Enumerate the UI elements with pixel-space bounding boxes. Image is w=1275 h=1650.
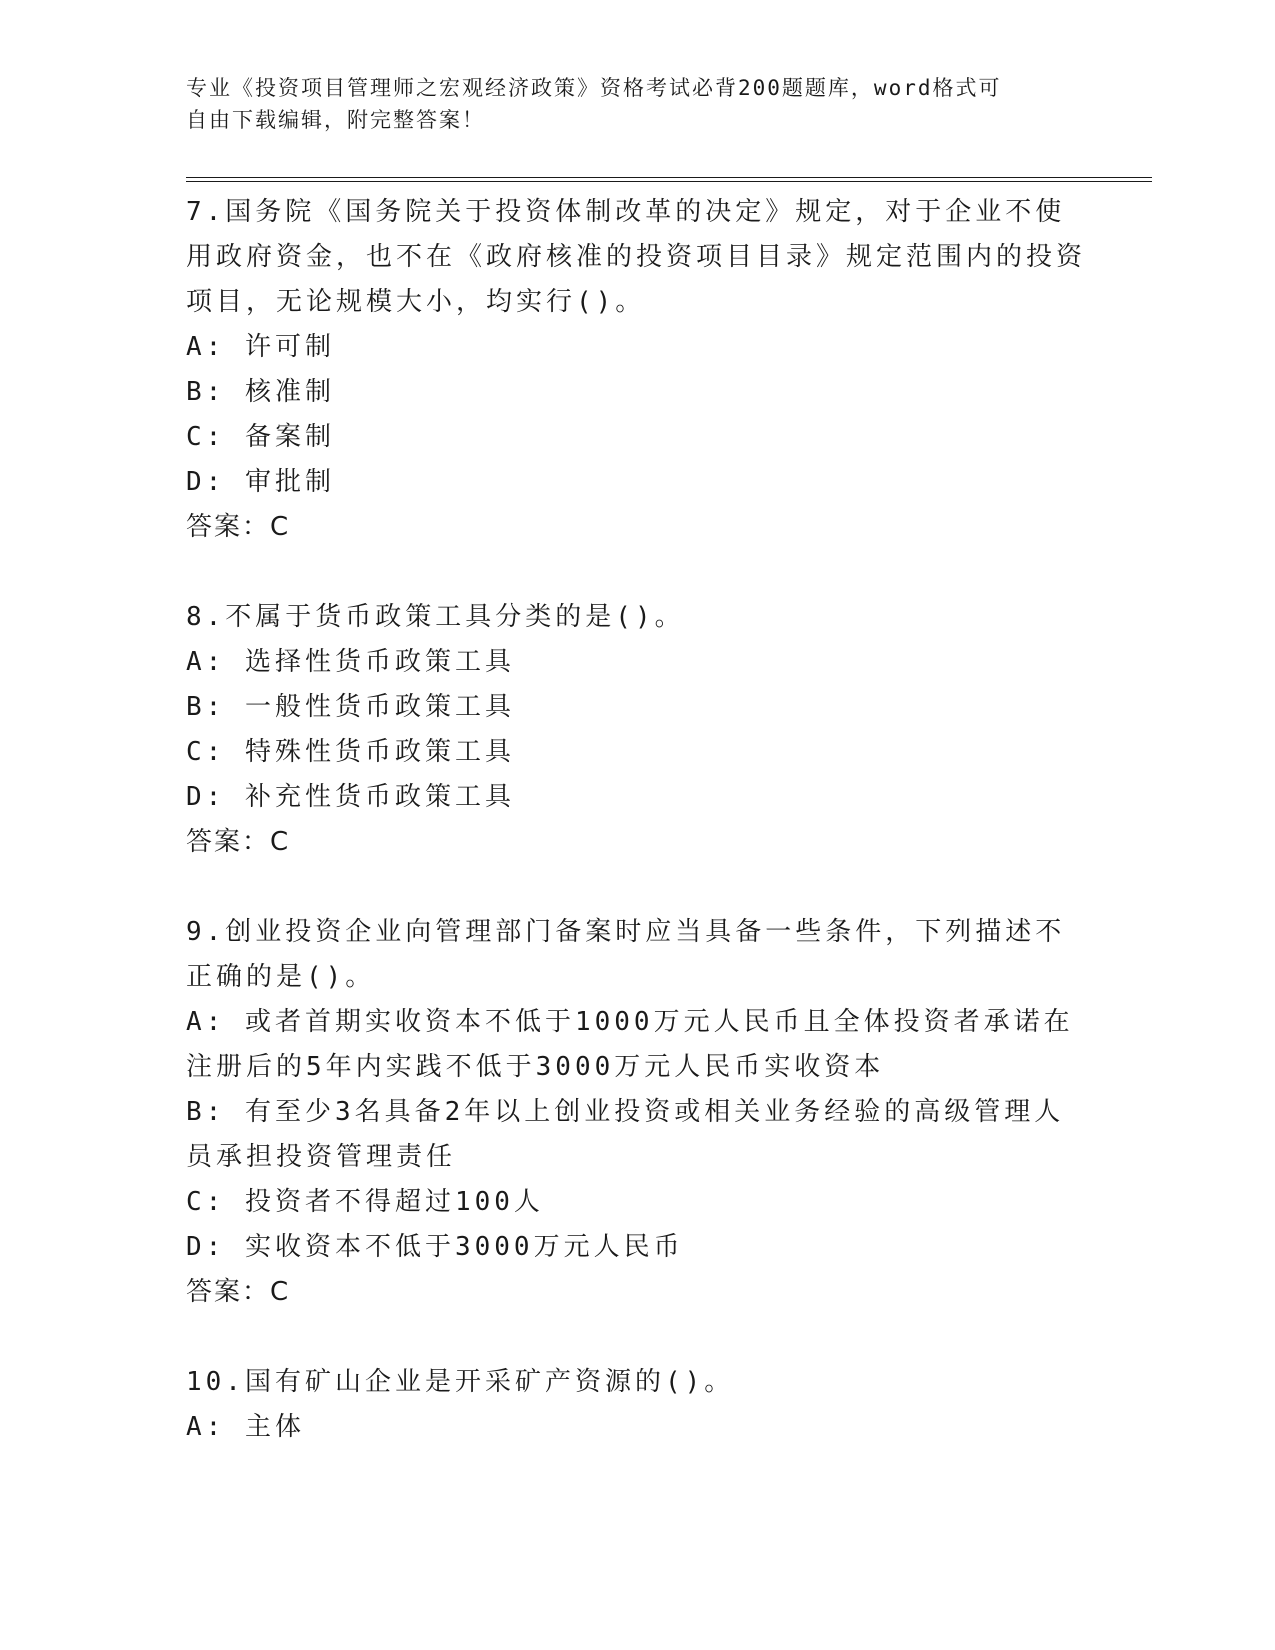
document-header bbox=[186, 72, 1066, 136]
option-b: B: 一般性货币政策工具 bbox=[186, 692, 515, 722]
header-line-1: 专业《投资项目管理师之宏观经济政策》资格考试必背200题题库，word格式可 bbox=[186, 76, 1002, 100]
question-text: 9.创业投资企业向管理部门备案时应当具备一些条件，下列描述不正确的是()。 bbox=[186, 917, 1066, 992]
option-d: D: 实收资本不低于3000万元人民币 bbox=[186, 1232, 684, 1262]
option-a: A: 许可制 bbox=[186, 332, 335, 362]
option-c: C: 备案制 bbox=[186, 422, 335, 452]
answer: 答案：C bbox=[186, 1277, 291, 1307]
option-b: B: 有至少3名具备2年以上创业投资或相关业务经验的高级管理人员承担投资管理责任 bbox=[186, 1097, 1065, 1172]
header-divider-top bbox=[186, 177, 1152, 178]
option-a: A: 或者首期实收资本不低于1000万元人民币且全体投资者承诺在注册后的5年内实践不低于3000万元人民币实收资本 bbox=[186, 1007, 1074, 1082]
question-text: 10.国有矿山企业是开采矿产资源的()。 bbox=[186, 1367, 735, 1397]
header-divider-bottom bbox=[186, 181, 1152, 182]
option-a: A: 主体 bbox=[186, 1412, 305, 1442]
answer: 答案：C bbox=[186, 827, 291, 857]
question-10 bbox=[186, 1360, 1086, 1450]
option-b: B: 核准制 bbox=[186, 377, 335, 407]
option-c: C: 投资者不得超过100人 bbox=[186, 1187, 544, 1217]
question-list bbox=[186, 190, 1086, 1495]
question-9 bbox=[186, 910, 1086, 1315]
option-c: C: 特殊性货币政策工具 bbox=[186, 737, 515, 767]
question-text: 8.不属于货币政策工具分类的是()。 bbox=[186, 602, 685, 632]
option-a: A: 选择性货币政策工具 bbox=[186, 647, 515, 677]
option-d: D: 补充性货币政策工具 bbox=[186, 782, 515, 812]
question-8 bbox=[186, 595, 1086, 865]
question-7 bbox=[186, 190, 1086, 550]
option-d: D: 审批制 bbox=[186, 467, 335, 497]
header-line-2: 自由下载编辑，附完整答案！ bbox=[186, 108, 485, 132]
question-text: 7.国务院《国务院关于投资体制改革的决定》规定，对于企业不使用政府资金，也不在《政府核准的投资项目目录》规定范围内的投资项目，无论规模大小，均实行()。 bbox=[186, 197, 1087, 317]
answer: 答案：C bbox=[186, 512, 291, 542]
